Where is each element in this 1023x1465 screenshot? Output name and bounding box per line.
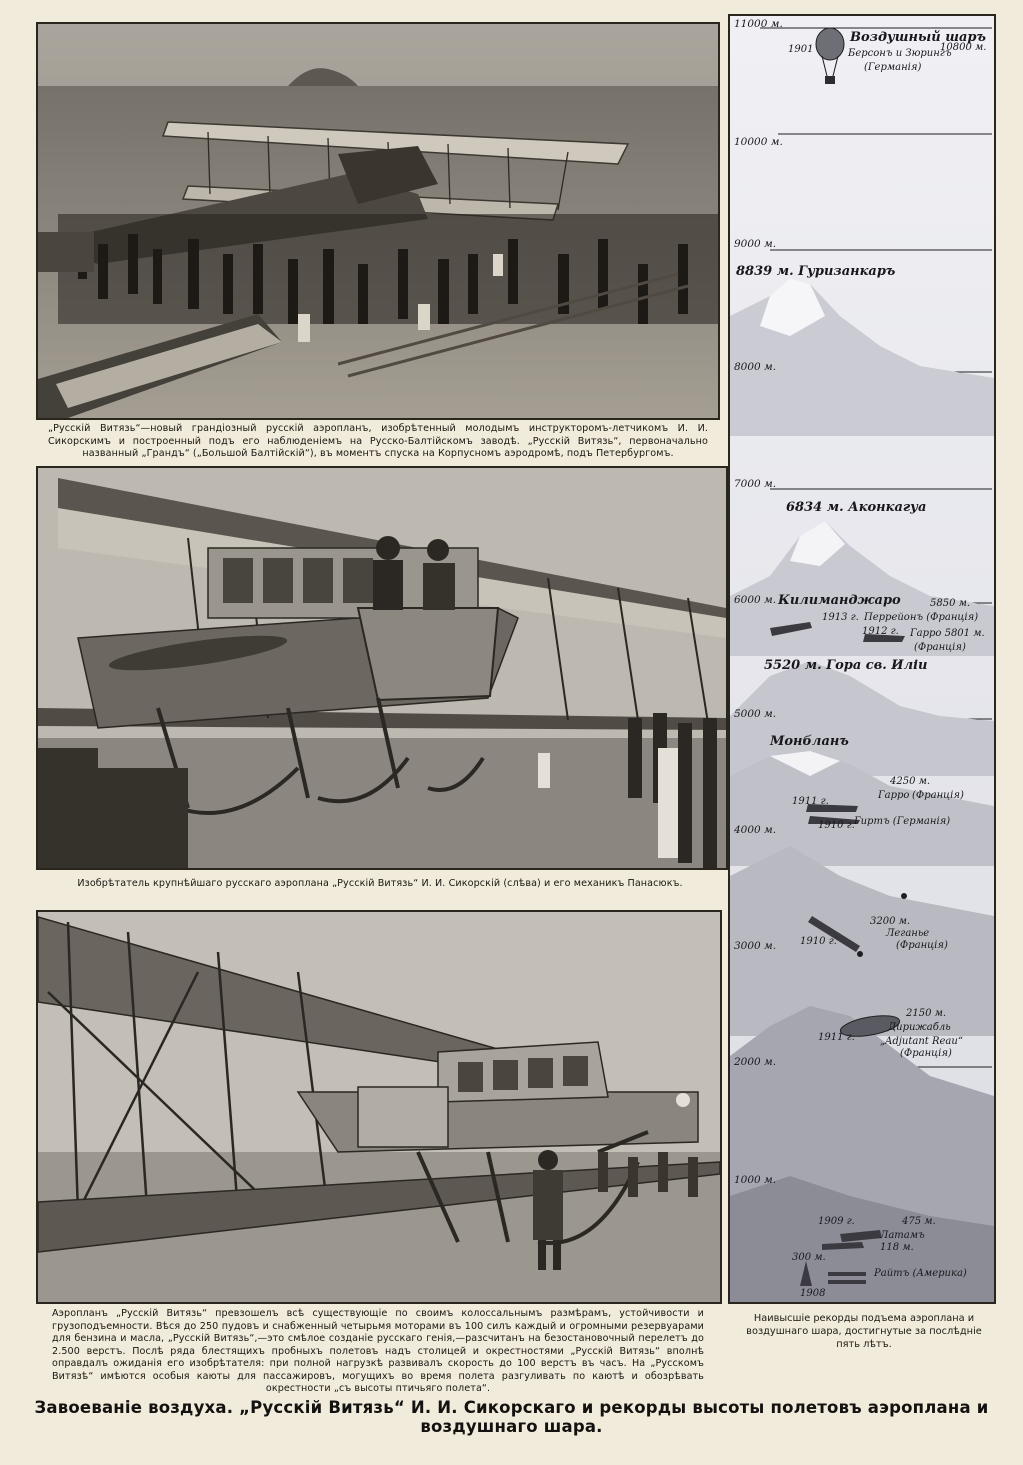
record-legagneux-year: 1910 г. — [800, 936, 837, 947]
tick-7000: 7000 м. — [734, 478, 777, 490]
record-perreyon-year: 1913 г. — [822, 612, 859, 623]
record-garros-1912-name: Гарро 5801 м. — [910, 628, 985, 639]
photo-aeroplane-side-image — [38, 912, 720, 1302]
photo-inventor-portrait — [36, 466, 728, 870]
record-wright-name: Райтъ (Америка) — [874, 1268, 967, 1279]
tick-5000: 5000 м. — [734, 708, 777, 720]
record-wright-height: 300 м. — [792, 1252, 826, 1263]
photo-aeroplane-launch-caption: „Русскій Витязь“—новый грандіозный русскій аэропланъ, изобрѣтенный молодымъ инструкторомъ-летчикомъ И. И. Сикорскимъ и построенный подъ его наблюденіемъ на Русско-Балтійскомъ заводѣ. „Русскій Витязь“, первоначально названный „Грандъ“ („Большой Балтійскій“), въ моментъ спуска на Корпусномъ аэродромѣ, подъ Петербургомъ. — [48, 423, 708, 459]
tick-1000: 1000 м. — [734, 1174, 777, 1186]
balloon-name: Воздушный шаръ — [850, 30, 986, 45]
balloon-country: (Германія) — [864, 62, 922, 73]
altitude-records-chart — [728, 14, 996, 1304]
photo-aeroplane-launch-image — [38, 24, 718, 418]
peak-aconcagua: 6834 м. Аконкагуа — [786, 500, 927, 515]
record-hirth-name: Гиртъ (Германія) — [854, 816, 951, 827]
record-hirth-year: 1910 г. — [818, 820, 855, 831]
tick-2000: 2000 м. — [734, 1056, 777, 1068]
page-headline: Завоеваніе воздуха. „Русскій Витязь“ И. И. Сикорскаго и рекорды высоты полетовъ аэроплана и воздушнаго шара. — [34, 1398, 989, 1436]
record-perreyon-name: Перрейонъ (Франція) — [864, 612, 979, 623]
record-dirigible-name: Дирижабль — [888, 1022, 951, 1033]
record-dirigible-height: 2150 м. — [906, 1008, 947, 1019]
peak-st-elias: 5520 м. Гора св. Иліи — [764, 658, 928, 673]
record-legagneux-height: 3200 м. — [870, 916, 911, 927]
tick-10000: 10000 м. — [734, 136, 783, 148]
photo-aeroplane-launch — [36, 22, 720, 420]
record-garros-1912-year: 1912 г. — [862, 626, 899, 637]
balloon-height: 10800 м. — [940, 42, 987, 53]
photo-aeroplane-side — [36, 910, 722, 1304]
peak-mont-blanc: Монбланъ — [770, 734, 849, 749]
tick-11000: 11000 м. — [734, 18, 783, 30]
record-garros-1911-country: (Франція) — [912, 790, 964, 801]
record-latham-height: 475 м. — [902, 1216, 936, 1227]
record-latham-name: Латамъ — [880, 1230, 925, 1241]
peak-gurizankar: 8839 м. Гуризанкаръ — [736, 264, 896, 279]
record-garros-1912-country: (Франція) — [914, 642, 966, 653]
record-latham-detail: 118 м. — [880, 1242, 914, 1253]
record-wright-year: 1908 — [800, 1288, 826, 1299]
tick-6000: 6000 м. — [734, 594, 777, 606]
photo-inventor-portrait-image — [38, 468, 726, 868]
balloon-detail: Берсонъ и Зюрингъ — [848, 48, 952, 59]
record-legagneux-name: Леганье — [886, 928, 930, 939]
record-dirigible-detail: „Adjutant Reau“ — [880, 1036, 963, 1047]
record-perreyon-height: 5850 м. — [930, 598, 971, 609]
balloon-year: 1901 — [788, 44, 814, 55]
record-garros-1911-year: 1911 г. — [792, 796, 829, 807]
record-dirigible-country: (Франція) — [900, 1048, 952, 1059]
peak-kilimanjaro: Килиманджаро — [778, 593, 901, 608]
photo-inventor-portrait-caption: Изобрѣтатель крупнѣйшаго русскаго аэроплана „Русскій Витязь“ И. И. Сикорскій (слѣва) и его механикъ Панасюкъ. — [77, 878, 683, 889]
photo-aeroplane-side-caption: Аэропланъ „Русскій Витязь“ превзошелъ всѣ существующіе по своимъ колоссальнымъ размѣрамъ, устойчивости и грузоподъемности. Вѣся до 250 пудовъ и снабженный четырьмя моторами въ 100 силъ каждый и огромными резервуарами для бензина и масла, „Русскій Витязь“,—это смѣлое созданіе русскаго генія,—разсчитанъ на безостановочный перелетъ до 2.500 верстъ. Послѣ ряда блестящихъ пробныхъ полетовъ надъ столицей и окрестностями „Русскій Витязь“ вполнѣ оправдалъ ожиданія его изобрѣтателя: при полной нагрузкѣ развивалъ скорость до 100 верстъ въ часъ. На „Русскомъ Витязѣ“ имѣются особыя каюты для пассажировъ, могущихъ во время полета разгуливать по каютѣ и обозрѣвать окрестности „съ высоты птичьяго полета“. — [52, 1308, 704, 1394]
tick-9000: 9000 м. — [734, 238, 777, 250]
record-dirigible-year: 1911 г. — [818, 1032, 855, 1043]
record-legagneux-country: (Франція) — [896, 940, 948, 951]
tick-4000: 4000 м. — [734, 824, 777, 836]
record-latham-year: 1909 г. — [818, 1216, 855, 1227]
tick-8000: 8000 м. — [734, 361, 777, 373]
altitude-chart-caption: Наивысшіе рекорды подъема аэроплана и воздушнаго шара, достигнутые за послѣдніе пять лѣтъ. — [746, 1313, 982, 1350]
tick-3000: 3000 м. — [734, 940, 777, 952]
record-garros-1911-name: Гарро — [878, 790, 910, 801]
record-garros-1911-height: 4250 м. — [890, 776, 931, 787]
